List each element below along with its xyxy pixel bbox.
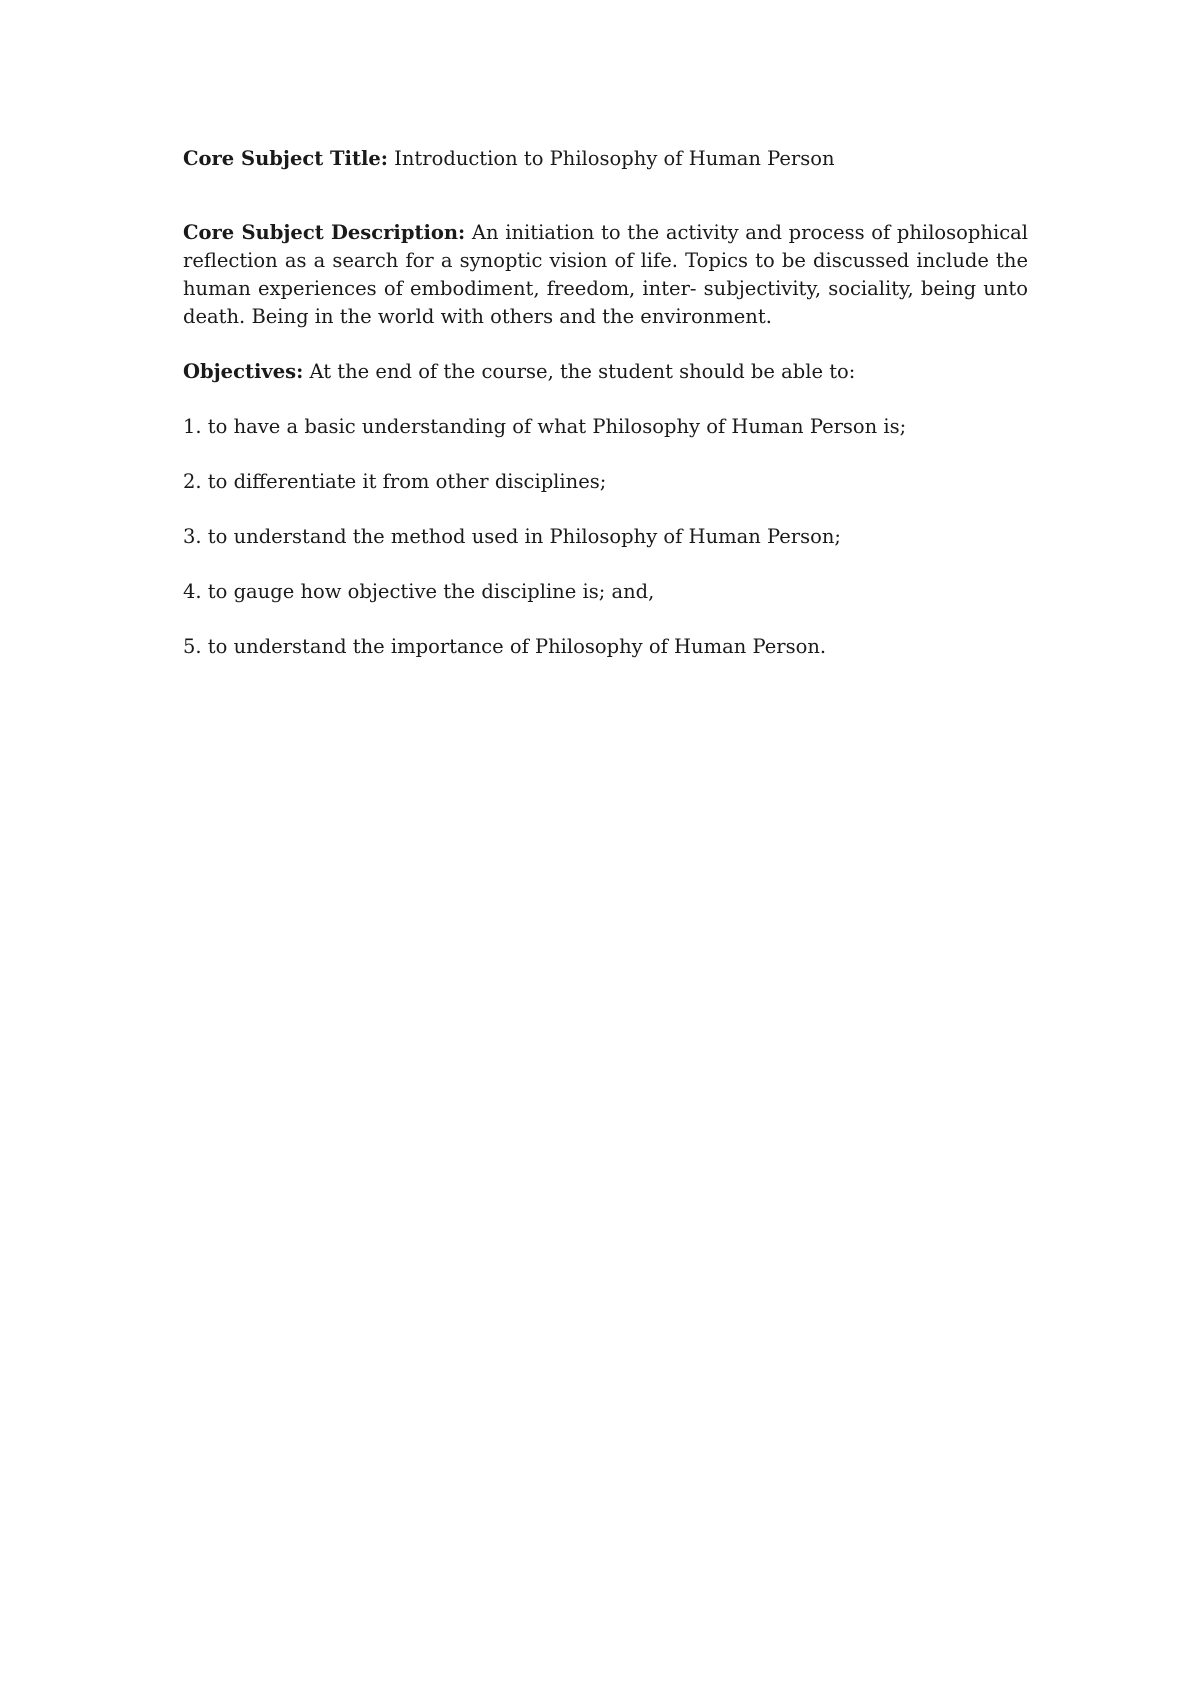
objectives-heading: [183, 358, 1028, 386]
subject-title-value: Introduction to Philosophy of Human Person: [394, 147, 835, 170]
subject-description: [183, 219, 1028, 331]
objectives-intro: At the end of the course, the student should be able to:: [309, 360, 856, 383]
objective-item: 5. to understand the importance of Philosophy of Human Person.: [183, 635, 827, 658]
document-body: [183, 145, 1028, 661]
objective-item: 3. to understand the method used in Philosophy of Human Person;: [183, 525, 841, 548]
objectives-list: [183, 413, 1028, 661]
objective-item: 2. to differentiate it from other disciplines;: [183, 470, 607, 493]
subject-description-value: An initiation to the activity and process of philosophical reflection as a search for a synoptic vision of life. Topics to be discussed include the human experiences of embodiment, freedom, inter- subjectivity, sociality, being unto death. Being in the world with others and the environment.: [183, 221, 1028, 328]
subject-title: [183, 145, 1028, 173]
subject-description-label: Core Subject Description:: [183, 221, 466, 244]
subject-title-label: Core Subject Title:: [183, 147, 388, 170]
objectives-label: Objectives:: [183, 360, 304, 383]
objective-item: 1. to have a basic understanding of what Philosophy of Human Person is;: [183, 415, 907, 438]
objective-item: 4. to gauge how objective the discipline is; and,: [183, 580, 655, 603]
